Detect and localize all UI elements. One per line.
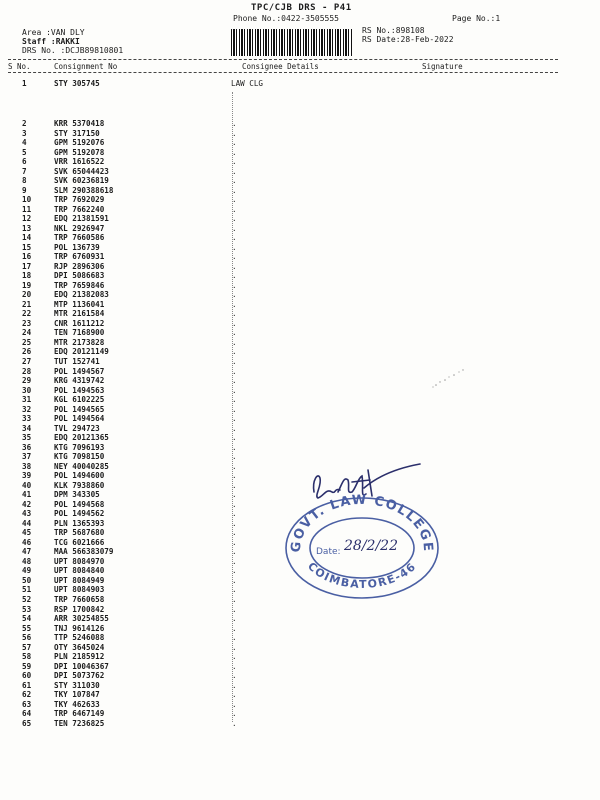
row-serial-number: 20	[22, 290, 32, 300]
row-serial-number: 52	[22, 595, 32, 604]
row-consignment-number: POL 1494600	[54, 471, 105, 481]
row-consignment-number: TRP 6760931	[54, 252, 105, 262]
row-consignee-tick: .	[232, 642, 237, 652]
row-serial-number: 49	[22, 566, 32, 576]
table-row	[0, 443, 600, 453]
table-row	[0, 414, 600, 424]
row-serial-number: 44	[22, 518, 32, 528]
table-row	[0, 643, 600, 653]
table-row	[0, 138, 600, 148]
row-consignment-number: TVL 294723	[54, 423, 100, 433]
row-serial-number: 61	[22, 680, 32, 690]
table-row	[0, 262, 600, 272]
row-consignment-number: ARR 30254855	[54, 614, 109, 624]
row-serial-number: 9	[22, 185, 27, 195]
row-serial-number: 17	[22, 261, 32, 271]
table-row	[0, 633, 600, 643]
table-row	[0, 195, 600, 205]
row-consignment-number: UPT 8084903	[54, 585, 105, 595]
row-serial-number: 31	[22, 395, 32, 405]
stamp-bottom-text: COIMBATORE-46	[304, 559, 419, 591]
row-serial-number: 53	[22, 604, 32, 614]
row-serial-number: 46	[22, 537, 32, 547]
row-serial-number: 22	[22, 309, 32, 319]
row-serial-number: 59	[22, 661, 32, 671]
table-row	[0, 319, 600, 329]
row-consignee-tick: .	[232, 299, 237, 309]
row-consignment-number: TRP 7660658	[54, 595, 105, 604]
document-title: TPC/CJB DRS - P41	[251, 3, 352, 13]
row-serial-number: 13	[22, 223, 32, 233]
row-consignment-number: RJP 2896306	[54, 261, 105, 271]
row-consignee-tick: .	[232, 442, 237, 452]
row-serial-number: 42	[22, 499, 32, 509]
row-consignee-tick: .	[232, 138, 237, 148]
row-serial-number: 36	[22, 442, 32, 452]
page-number: Page No.:1	[452, 14, 501, 23]
row-serial-number: 47	[22, 547, 32, 557]
table-row	[0, 367, 600, 377]
table-row	[0, 452, 600, 462]
table-row	[0, 186, 600, 196]
phone-number: Phone No.:0422-3505555	[233, 14, 339, 23]
row-consignee-tick: .	[232, 556, 237, 566]
row-consignee-tick: .	[232, 357, 237, 366]
row-serial-number: 55	[22, 623, 32, 633]
row-consignment-number: POL 1494565	[54, 404, 105, 414]
row-consignee-tick: .	[232, 452, 237, 462]
row-consignment-number: NKL 2926947	[54, 223, 105, 233]
table-row	[0, 176, 600, 186]
row-consignment-number: PLN 1365393	[54, 518, 105, 528]
col-header-consignee: Consignee Details	[242, 62, 319, 71]
row-serial-number: 45	[22, 528, 32, 538]
table-row	[0, 79, 600, 89]
row-consignee-tick: .	[232, 195, 237, 205]
row-consignee-tick: .	[232, 233, 237, 243]
row-consignee-tick: .	[232, 318, 237, 328]
row-serial-number: 8	[22, 176, 27, 186]
row-consignment-number: STY 317150	[54, 128, 100, 138]
row-serial-number: 2	[22, 119, 27, 128]
row-serial-number: 41	[22, 490, 32, 500]
row-consignee-tick: .	[232, 423, 237, 433]
row-consignment-number: TRP 7660586	[54, 233, 105, 243]
row-consignment-number: POL 1494563	[54, 385, 105, 395]
table-row	[0, 624, 600, 634]
header-rule-bottom	[8, 72, 558, 73]
row-consignee-tick: .	[232, 661, 237, 671]
row-serial-number: 16	[22, 252, 32, 262]
row-consignee-tick: .	[232, 328, 237, 338]
area-field: Area :VAN DLY	[22, 28, 85, 37]
row-consignee-tick: .	[232, 547, 237, 557]
row-consignment-number: TTP 5246088	[54, 633, 105, 643]
row-serial-number: 33	[22, 414, 32, 424]
row-serial-number: 50	[22, 575, 32, 585]
row-consignee-tick: .	[232, 575, 237, 585]
row-consignment-number: OTY 3645024	[54, 642, 105, 652]
row-consignee-tick: .	[232, 185, 237, 195]
row-serial-number: 10	[22, 195, 32, 205]
row-serial-number: 24	[22, 328, 32, 338]
table-row	[0, 357, 600, 367]
row-consignment-number: TUT 152741	[54, 357, 100, 366]
row-consignment-number: SVK 65044423	[54, 166, 109, 176]
row-consignee-tick: .	[232, 566, 237, 576]
row-serial-number: 34	[22, 423, 32, 433]
row-consignee-tick: .	[232, 585, 237, 595]
row-consignment-number: KRR 5370418	[54, 119, 105, 128]
row-serial-number: 62	[22, 690, 32, 700]
rs-number: RS No.:898108	[362, 26, 425, 35]
row-consignment-number: TRP 7692029	[54, 195, 105, 205]
row-serial-number: 48	[22, 556, 32, 566]
row-consignee-tick: .	[232, 461, 237, 471]
stamp-date-label: Date:	[316, 547, 341, 557]
table-row	[0, 652, 600, 662]
row-serial-number: 27	[22, 357, 32, 366]
row-serial-number: 14	[22, 233, 32, 243]
table-row	[0, 681, 600, 691]
row-consignment-number: GPM 5192078	[54, 147, 105, 157]
table-row	[0, 662, 600, 672]
table-row	[0, 300, 600, 310]
rs-date: RS Date:28-Feb-2022	[362, 35, 454, 44]
row-serial-number: 4	[22, 138, 27, 148]
row-consignment-number: RSP 1700842	[54, 604, 105, 614]
row-consignment-number: DPI 5086683	[54, 271, 105, 281]
row-serial-number: 43	[22, 509, 32, 519]
row-consignment-number: POL 1494567	[54, 366, 105, 376]
row-consignee-tick: .	[232, 690, 237, 700]
row-consignee-tick: .	[232, 252, 237, 262]
table-row	[0, 405, 600, 415]
row-consignee-tick: .	[232, 528, 237, 538]
header-rule-top	[8, 59, 558, 60]
barcode-image	[231, 29, 352, 56]
table-row	[0, 386, 600, 396]
drs-number: DRS No. :DCJB89810801	[22, 46, 124, 55]
row-consignee-tick: .	[232, 404, 237, 414]
table-row	[0, 433, 600, 443]
row-serial-number: 7	[22, 166, 27, 176]
row-consignment-number: KRG 4319742	[54, 376, 105, 386]
table-row	[0, 129, 600, 139]
row-consignment-number: KTG 7096193	[54, 442, 105, 452]
row-consignment-number: KLK 7938860	[54, 480, 105, 490]
row-serial-number: 56	[22, 633, 32, 643]
svg-text:COIMBATORE-46	[305, 560, 419, 591]
row-serial-number: 39	[22, 471, 32, 481]
row-serial-number: 1	[22, 79, 27, 88]
row-consignee-tick: .	[232, 671, 237, 681]
row-serial-number: 58	[22, 652, 32, 662]
row-consignment-number: MTR 2173828	[54, 337, 105, 347]
row-serial-number: 51	[22, 585, 32, 595]
row-consignee-tick: .	[232, 214, 237, 224]
row-consignee-tick: .	[232, 614, 237, 624]
row-serial-number: 63	[22, 699, 32, 709]
row-consignment-number: UPT 8084840	[54, 566, 105, 576]
row-serial-number: 26	[22, 347, 32, 357]
row-consignment-number: TRP 7659846	[54, 280, 105, 290]
row-consignment-number: SVK 60236819	[54, 176, 109, 186]
row-consignment-number: TRP 6467149	[54, 709, 105, 719]
row-consignee-tick: .	[232, 480, 237, 490]
row-consignee-tick: .	[232, 223, 237, 233]
row-consignment-number: NEY 40040285	[54, 461, 109, 471]
row-serial-number: 12	[22, 214, 32, 224]
row-serial-number: 38	[22, 461, 32, 471]
row-consignment-number: GPM 5192076	[54, 138, 105, 148]
row-consignee-tick: .	[232, 509, 237, 519]
table-row	[0, 309, 600, 319]
col-header-consignment: Consignment No	[54, 62, 118, 71]
table-row	[0, 376, 600, 386]
table-row	[0, 233, 600, 243]
row-consignee-tick: .	[232, 337, 237, 347]
row-serial-number: 3	[22, 128, 27, 138]
row-consignee-tick: .	[232, 718, 237, 728]
row-serial-number: 54	[22, 614, 32, 624]
row-consignee-tick: .	[232, 490, 237, 500]
table-row	[0, 281, 600, 291]
table-row	[0, 119, 600, 129]
row-consignee-tick: .	[232, 261, 237, 271]
row-consignee-tick: .	[232, 604, 237, 614]
table-row	[0, 605, 600, 615]
row-serial-number: 35	[22, 433, 32, 443]
college-stamp	[282, 488, 442, 600]
row-consignment-number: TRP 5687680	[54, 528, 105, 538]
row-serial-number: 28	[22, 366, 32, 376]
row-serial-number: 40	[22, 480, 32, 490]
row-serial-number: 64	[22, 709, 32, 719]
row-consignee-tick: .	[232, 309, 237, 319]
row-consignment-number: CNR 1611212	[54, 318, 105, 328]
table-row	[0, 700, 600, 710]
row-consignee-tick: .	[232, 433, 237, 443]
row-consignment-number: MAA 566383079	[54, 547, 114, 557]
row-consignment-number: UPT 8084949	[54, 575, 105, 585]
row-consignment-number: EDQ 21382083	[54, 290, 109, 300]
row-consignment-number: EDQ 20121149	[54, 347, 109, 357]
table-row	[0, 462, 600, 472]
row-consignee-tick: .	[232, 623, 237, 633]
col-header-signature: Signature	[422, 62, 463, 71]
row-consignee-tick: .	[232, 366, 237, 376]
row-consignee-tick: .	[232, 652, 237, 662]
table-row	[0, 690, 600, 700]
table-row	[0, 214, 600, 224]
row-consignment-number: VRR 1616522	[54, 157, 105, 167]
row-consignee-tick: .	[232, 471, 237, 481]
row-serial-number: 15	[22, 242, 32, 252]
row-consignee-tick: .	[232, 499, 237, 509]
row-consignment-number: TCG 6021666	[54, 537, 105, 547]
table-row	[0, 424, 600, 434]
row-consignment-number: POL 1494568	[54, 499, 105, 509]
row-serial-number: 6	[22, 157, 27, 167]
row-consignee-tick: .	[232, 147, 237, 157]
row-consignee-tick: .	[232, 119, 237, 128]
row-consignment-number: DPM 343305	[54, 490, 100, 500]
table-row	[0, 719, 600, 729]
row-serial-number: 19	[22, 280, 32, 290]
staff-field: Staff :RAKKI	[22, 37, 80, 46]
row-serial-number: 25	[22, 337, 32, 347]
row-consignment-number: UPT 8084970	[54, 556, 105, 566]
row-serial-number: 21	[22, 299, 32, 309]
row-serial-number: 30	[22, 385, 32, 395]
row-consignee-tick: .	[232, 347, 237, 357]
table-row	[0, 271, 600, 281]
row-consignee-tick: .	[232, 176, 237, 186]
row-serial-number: 18	[22, 271, 32, 281]
row-serial-number: 5	[22, 147, 27, 157]
row-consignment-number: TNJ 9614126	[54, 623, 105, 633]
row-consignee-tick: .	[232, 166, 237, 176]
row-consignee-tick: .	[232, 271, 237, 281]
row-consignment-number: TEN 7236825	[54, 718, 105, 728]
stamp-date-value: 28/2/22	[344, 538, 398, 554]
table-row	[0, 167, 600, 177]
row-consignee-tick: .	[232, 518, 237, 528]
row-consignment-number: DPI 10046367	[54, 661, 109, 671]
row-consignment-number: DPI 5073762	[54, 671, 105, 681]
row-serial-number: 29	[22, 376, 32, 386]
table-row	[0, 614, 600, 624]
row-consignment-number: SLM 290388618	[54, 185, 114, 195]
col-header-sno: S No.	[8, 62, 31, 71]
table-row	[0, 205, 600, 215]
row-consignee-tick: .	[232, 633, 237, 643]
scan-speckle	[430, 365, 470, 390]
table-row	[0, 338, 600, 348]
row-consignment-number: EDQ 20121365	[54, 433, 109, 443]
row-consignee-tick: .	[232, 280, 237, 290]
row-consignment-number: TRP 7662240	[54, 204, 105, 214]
row-consignee-tick: .	[232, 128, 237, 138]
row-consignee-tick: .	[232, 414, 237, 424]
row-consignee-tick: .	[232, 595, 237, 604]
row-consignee-tick: .	[232, 699, 237, 709]
row-serial-number: 60	[22, 671, 32, 681]
row-consignee-tick: .	[232, 157, 237, 167]
row-consignment-number: POL 1494562	[54, 509, 105, 519]
row-serial-number: 65	[22, 718, 32, 728]
row-consignee-tick: .	[232, 376, 237, 386]
row-consignee-tick: .	[232, 242, 237, 252]
row-consignment-number: KGL 6102225	[54, 395, 105, 405]
table-row	[0, 252, 600, 262]
table-row	[0, 671, 600, 681]
table-row	[0, 148, 600, 158]
row-consignment-number: PLN 2185912	[54, 652, 105, 662]
row-consignee-tick: .	[232, 537, 237, 547]
table-row	[0, 328, 600, 338]
row-consignment-number: POL 136739	[54, 242, 100, 252]
row-serial-number: 23	[22, 318, 32, 328]
stamp-top-text: GOVT. LAW COLLEGE	[288, 492, 436, 554]
row-consignment-number: STY 305745	[54, 79, 100, 88]
table-row	[0, 290, 600, 300]
table-row	[0, 347, 600, 357]
table-row	[0, 243, 600, 253]
row-consignee: LAW CLG	[231, 79, 264, 88]
row-consignment-number: STY 311030	[54, 680, 100, 690]
row-serial-number: 37	[22, 452, 32, 462]
row-consignee-tick: .	[232, 385, 237, 395]
row-consignment-number: POL 1494564	[54, 414, 105, 424]
row-consignment-number: EDQ 21381591	[54, 214, 109, 224]
row-serial-number: 32	[22, 404, 32, 414]
table-row	[0, 224, 600, 234]
table-row	[0, 471, 600, 481]
row-consignee-tick: .	[232, 709, 237, 719]
row-consignment-number: MTR 2161584	[54, 309, 105, 319]
row-consignment-number: TEN 7168900	[54, 328, 105, 338]
row-consignment-number: MTP 1136041	[54, 299, 105, 309]
row-consignee-tick: .	[232, 290, 237, 300]
row-serial-number: 11	[22, 204, 32, 214]
row-consignment-number: TKY 107847	[54, 690, 100, 700]
row-consignee-tick: .	[232, 204, 237, 214]
row-consignment-number: TKY 462633	[54, 699, 100, 709]
row-consignee-tick: .	[232, 680, 237, 690]
row-consignment-number: KTG 7098150	[54, 452, 105, 462]
table-row	[0, 157, 600, 167]
table-row	[0, 709, 600, 719]
table-row	[0, 395, 600, 405]
row-serial-number: 57	[22, 642, 32, 652]
row-consignee-tick: .	[232, 395, 237, 405]
